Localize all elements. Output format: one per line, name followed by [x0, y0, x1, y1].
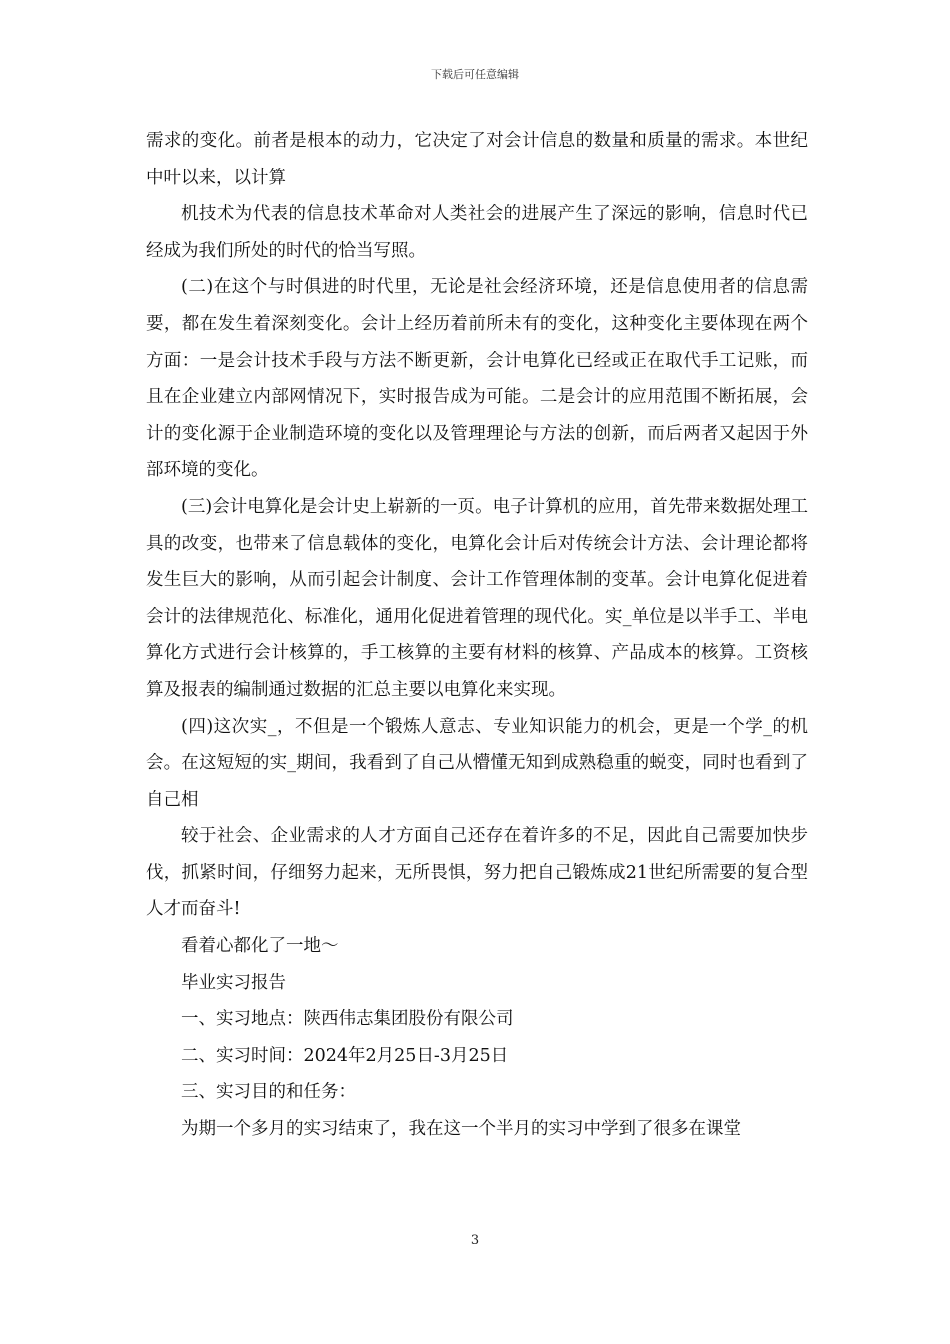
document-body	[146, 123, 808, 1148]
paragraph-6: 较于社会、企业需求的人才方面自己还存在着许多的不足，因此自己需要加快步伐，抓紧时间，仔细努力起来，无所畏惧，努力把自己锻炼成21世纪所需要的复合型人才而奋斗!	[146, 826, 808, 920]
internship-purpose-heading: 三、实习目的和任务：	[181, 1082, 356, 1103]
paragraph-5: (四)这次实_，不但是一个锻炼人意志、专业知识能力的机会，更是一个学_的机会。在这短短的实_期间，我看到了自己从懵懂无知到成熟稳重的蜕变，同时也看到了自己相	[146, 716, 808, 810]
paragraph-1: 需求的变化。前者是根本的动力，它决定了对会计信息的数量和质量的需求。本世纪中叶以来，以计算	[146, 131, 808, 188]
page-header: 下载后可任意编辑	[431, 68, 519, 81]
paragraph-7: 看着心都化了一地～	[181, 936, 339, 957]
paragraph-3: (二)在这个与时俱进的时代里，无论是社会经济环境，还是信息使用者的信息需要，都在发生着深刻变化。会计上经历着前所未有的变化，这种变化主要体现在两个方面：一是会计技术手段与方法不断更新，会计电算化已经或正在取代手工记账，而且在企业建立内部网情况下，实时报告成为可能。二是会计的应用范围不断拓展，会计的变化源于企业制造环境的变化以及管理理论与方法的创新，而后两者又起因于外部环境的变化。	[146, 277, 808, 481]
page-number: 3	[470, 1233, 480, 1248]
paragraph-4: (三)会计电算化是会计史上崭新的一页。电子计算机的应用，首先带来数据处理工具的改变，也带来了信息载体的变化，电算化会计后对传统会计方法、会计理论都将发生巨大的影响，从而引起会计制度、会计工作管理体制的变革。会计电算化促进着会计的法律规范化、标准化，通用化促进着管理的现代化。实_单位是以半手工、半电算化方式进行会计核算的，手工核算的主要有材料的核算、产品成本的核算。工资核算及报表的编制通过数据的汇总主要以电算化来实现。	[146, 496, 808, 700]
internship-location: 一、实习地点：陕西伟志集团股份有限公司	[181, 1009, 514, 1030]
paragraph-last: 为期一个多月的实习结束了，我在这一个半月的实习中学到了很多在课堂	[181, 1119, 741, 1140]
paragraph-2: 机技术为代表的信息技术革命对人类社会的进展产生了深远的影响，信息时代已经成为我们所处的时代的恰当写照。	[146, 204, 808, 261]
report-title: 毕业实习报告	[181, 972, 286, 993]
internship-time: 二、实习时间：2024年2月25日-3月25日	[181, 1045, 509, 1066]
